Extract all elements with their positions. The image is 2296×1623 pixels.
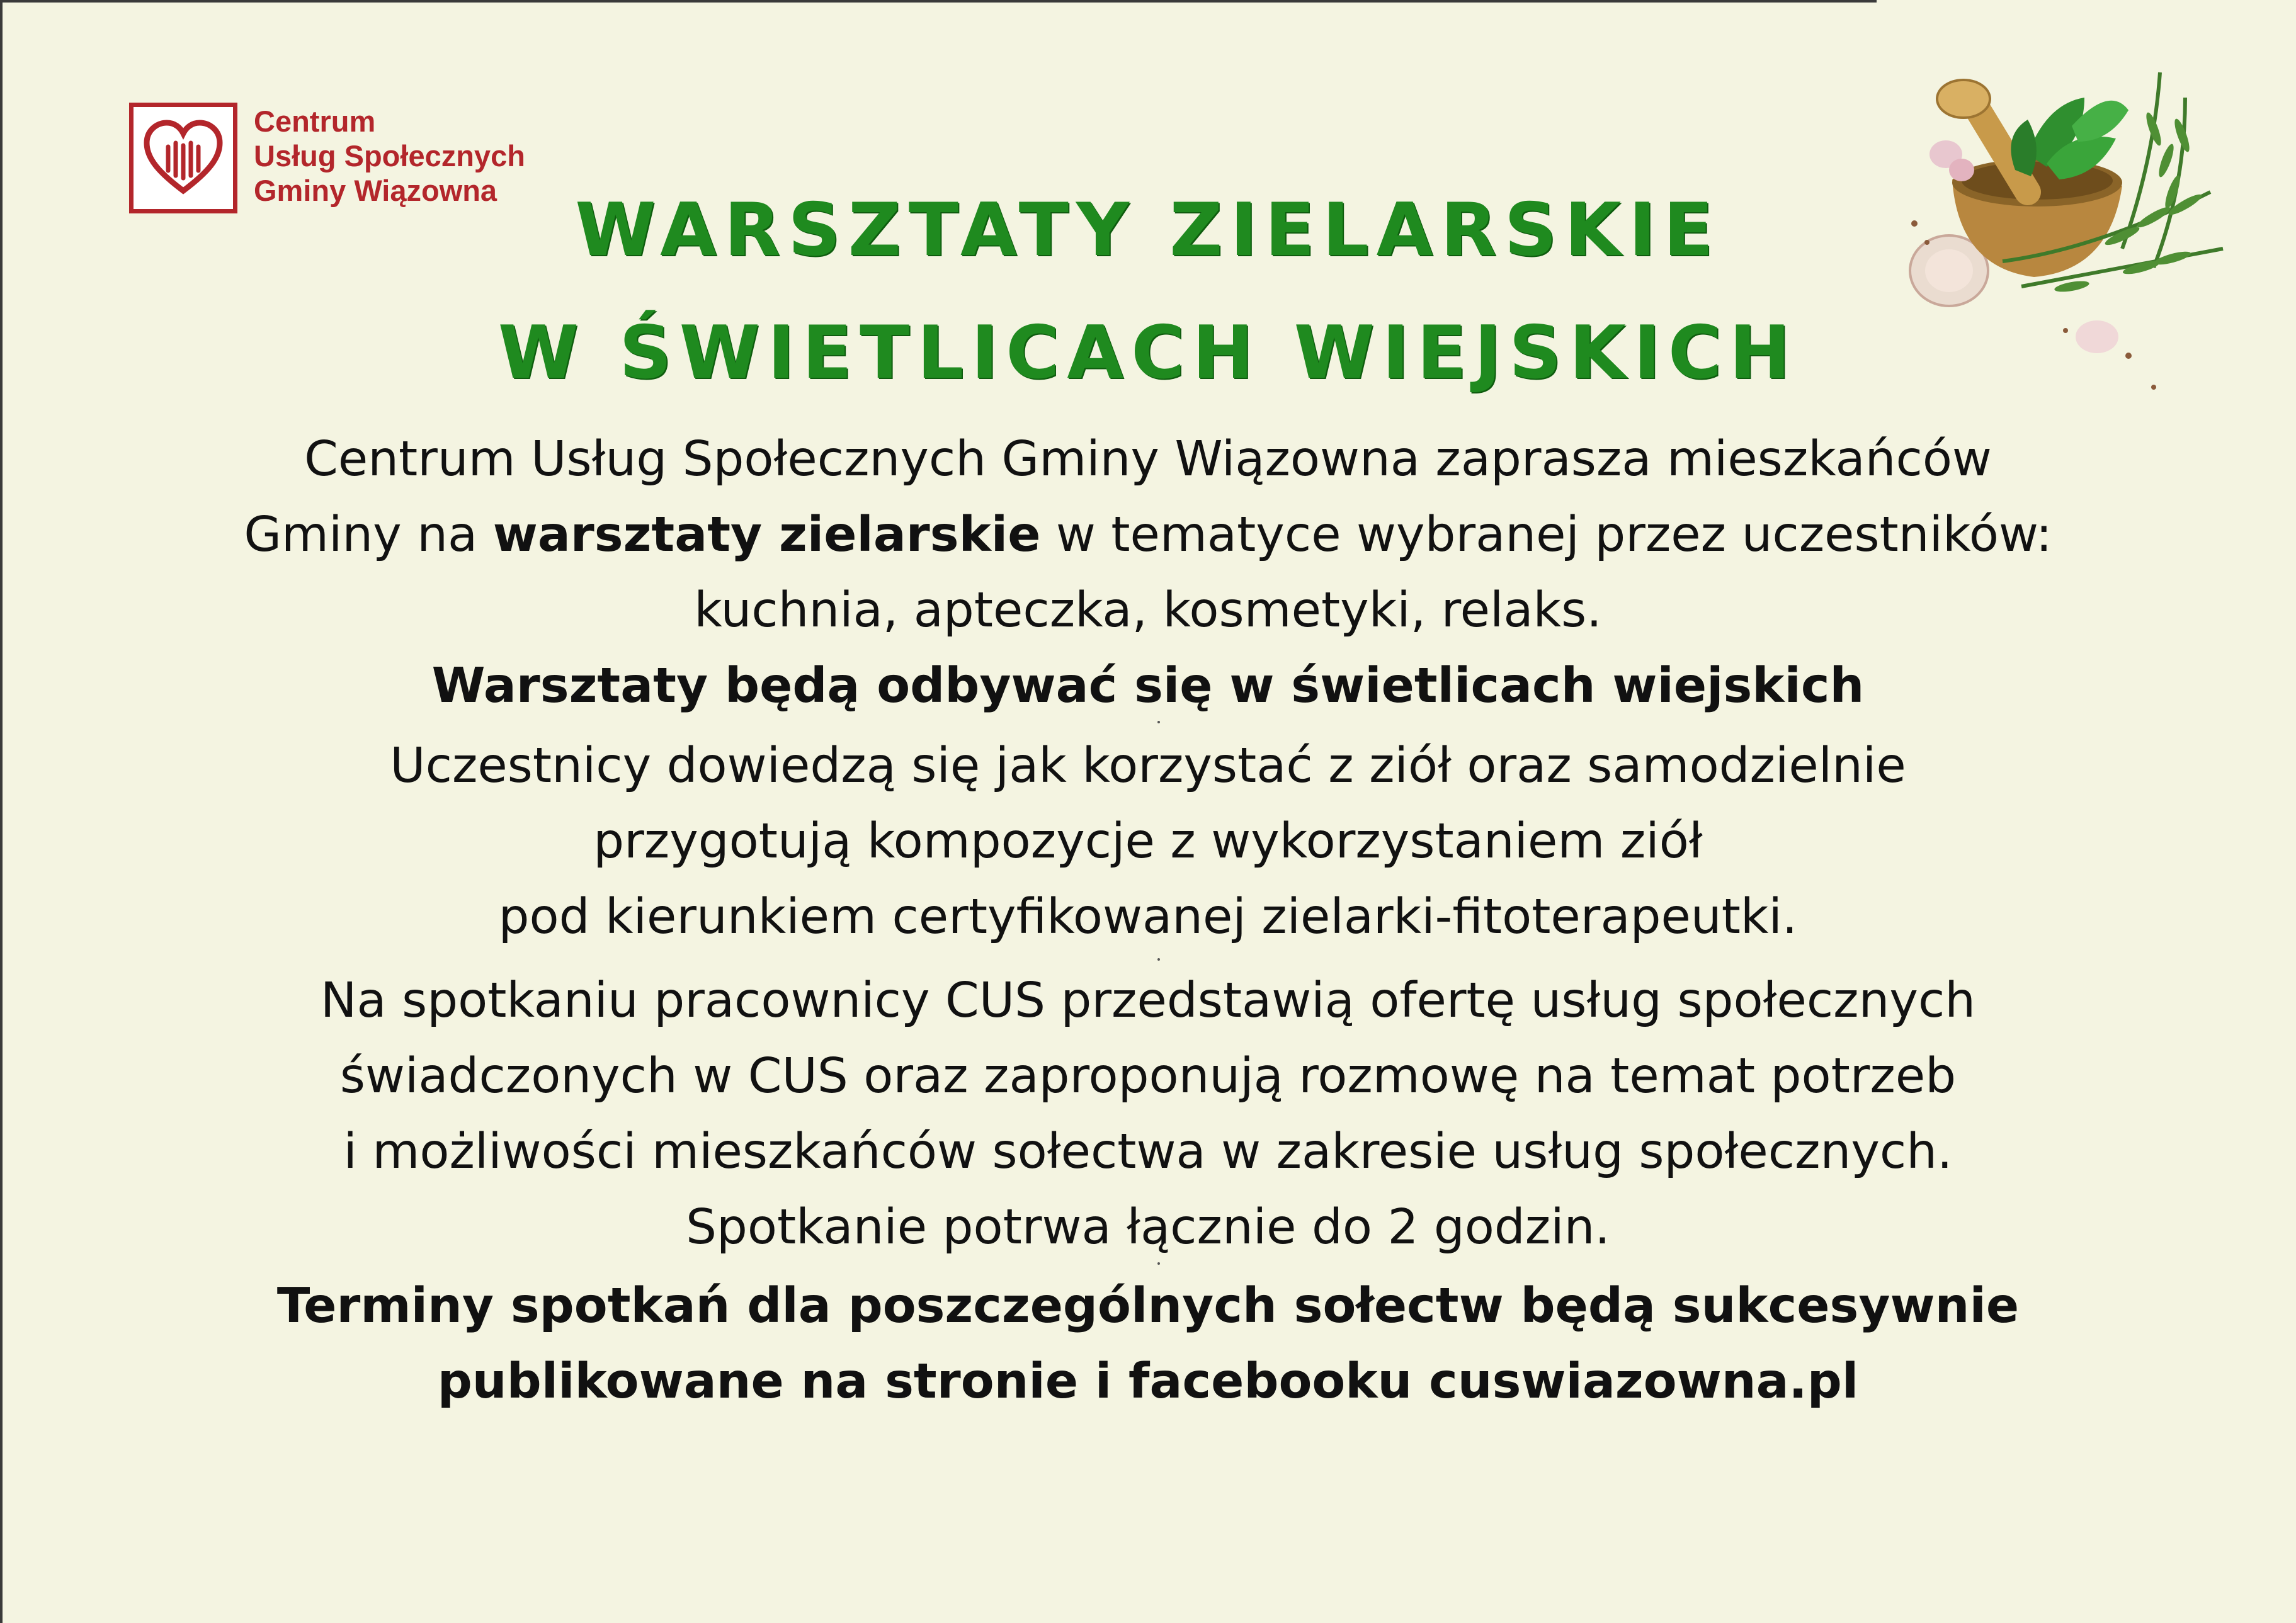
meeting-paragraph (0, 963, 2296, 1265)
meeting-line-2: świadczonych w CUS oraz zaproponują rozmowę na temat potrzeb (339, 1048, 1957, 1104)
meeting-line-4: Spotkanie potrwa łącznie do 2 godzin. (686, 1199, 1610, 1255)
meeting-line-3: i możliwości mieszkańców sołectwa w zakresie usług społecznych. (343, 1124, 1953, 1180)
intro-line-3: kuchnia, apteczka, kosmetyki, relaks. (694, 582, 1602, 638)
participants-line-2: przygotują kompozycje z wykorzystaniem ziół (593, 813, 1703, 869)
title-line-1: WARSZTATY ZIELARSKIE (575, 188, 1721, 273)
title-line-2: W ŚWIETLICACH WIEJSKICH (497, 310, 1799, 395)
participants-line-1: Uczestnicy dowiedzą się jak korzystać z ziół oraz samodzielnie (390, 738, 1906, 794)
schedule-line-1: Terminy spotkań dla poszczególnych sołectw będą sukcesywnie (276, 1278, 2020, 1334)
separator-dot (1157, 958, 1160, 961)
top-border-line (0, 0, 1877, 3)
participants-line-3: pod kierunkiem certyfikowanej zielarki-fitoterapeutki. (498, 889, 1798, 945)
intro-line-2-start: Gminy na (244, 507, 493, 563)
intro-line-1: Centrum Usług Społecznych Gminy Wiązowna zaprasza mieszkańców (304, 431, 1992, 487)
logo-line-2: Usług Społecznych (254, 139, 525, 172)
intro-line-2-bold: warsztaty zielarskie (492, 507, 1041, 563)
schedule-paragraph (0, 1269, 2296, 1420)
separator-dot (1157, 721, 1160, 723)
schedule-line-2: publikowane na stronie i facebooku cuswiazowna.pl (437, 1354, 1859, 1410)
logo-line-1: Centrum (254, 105, 376, 138)
logo-line-3: Gminy Wiązowna (254, 174, 497, 207)
intro-line-4: Warsztaty będą odbywać się w świetlicach wiejskich (431, 658, 1865, 714)
meeting-line-1: Na spotkaniu pracownicy CUS przedstawią ofertę usług społecznych (320, 973, 1976, 1029)
intro-paragraph (0, 422, 2296, 724)
intro-line-2-end: w tematyce wybranej przez uczestników: (1040, 507, 2052, 563)
intro-line-2 (0, 497, 2296, 573)
separator-dot (1157, 1262, 1160, 1265)
participants-paragraph (0, 728, 2296, 955)
page-title (0, 169, 2296, 414)
